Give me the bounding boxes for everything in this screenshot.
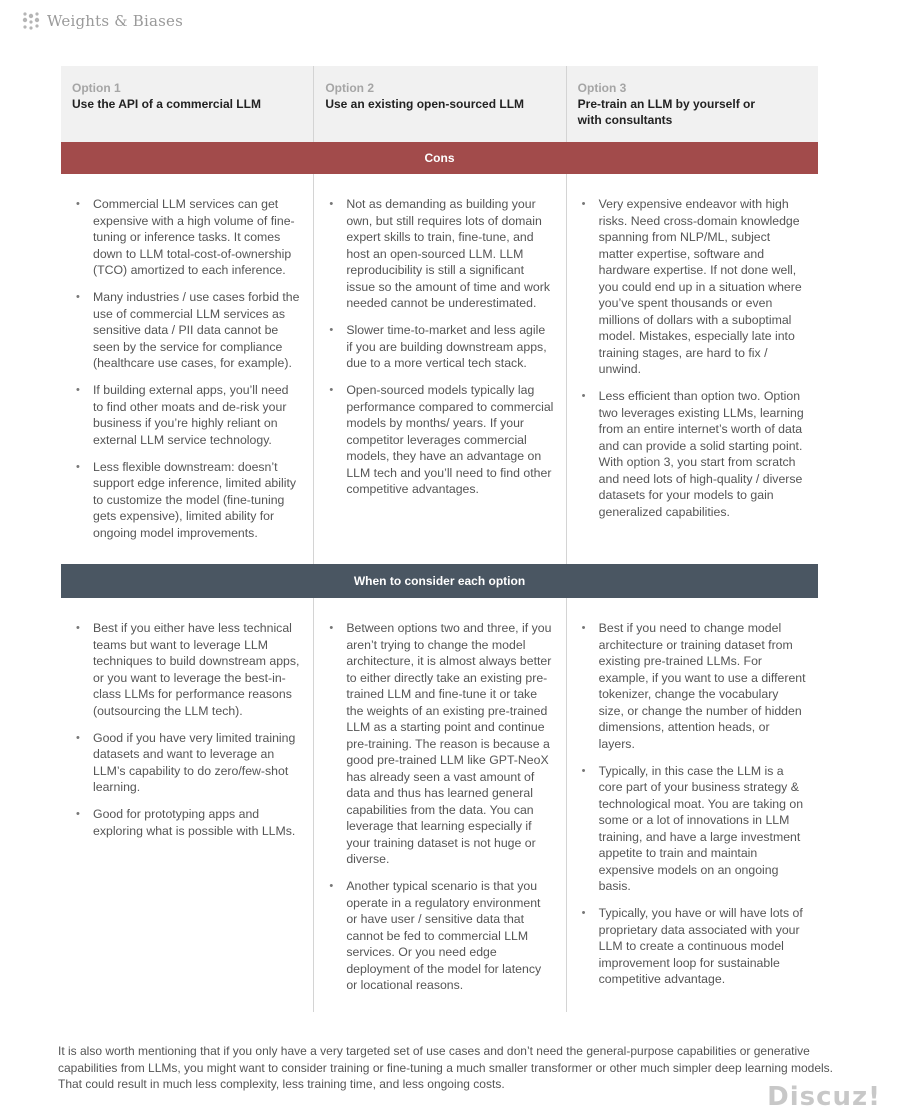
bullet-item: • Best if you need to change model architecture or training dataset from existing pre-trained LLMs. For example, if you want to use a different tokenizer, change the vocabulary size, or change the number of hidden dimensions, attention heads, or layers. bbox=[580, 620, 806, 752]
bullet-item: • Good for prototyping apps and exploring what is possible with LLMs. bbox=[74, 806, 301, 839]
option-3-header bbox=[566, 66, 818, 142]
option-number: Option 2 bbox=[325, 81, 374, 95]
when-cell bbox=[566, 598, 818, 1012]
option-number: Option 3 bbox=[577, 81, 627, 95]
cons-cell bbox=[61, 174, 313, 564]
options-header-row bbox=[61, 66, 818, 142]
bullet-item: • Best if you either have less technical teams but want to leverage LLM techniques to build downstream apps, or you want to leverage the best-in-class LLMs for performance reasons (outsourcing the LLM tech). bbox=[74, 620, 301, 719]
cons-band: Cons bbox=[61, 142, 818, 174]
option-title: Pre-train an LLM by yourself or with consultants bbox=[577, 97, 756, 127]
watermark: Discuz! bbox=[767, 1082, 881, 1112]
bullet-item: • Not as demanding as building your own, but still requires lots of domain expert skills to train, fine-tune, and host an open-sourced LLM. LLM reproducibility is still a significant issue so the amount of time and work needed cannot be underestimated. bbox=[327, 196, 553, 312]
bullet-item: • Between options two and three, if you aren’t trying to change the model architecture, it is almost always better to either directly take an existing pre-trained LLM and fine-tune it or take the weights of an existing pre-trained LLM as a starting point and continue pre-training. The reason is because a good pre-trained LLM like GPT-NeoX has already seen a vast amount of data and thus has learned general capabilities from the data. You can leverage that learning especially if your training dataset is not huge or diverse. bbox=[327, 620, 553, 868]
comparison-table bbox=[61, 66, 818, 1012]
option-title: Use an existing open-sourced LLM bbox=[325, 97, 525, 111]
cons-row bbox=[61, 174, 818, 564]
bullet-item: • Less efficient than option two. Option two leverages existing LLMs, learning from an entire internet’s worth of data and can provide a solid starting point. With option 3, you start from scratch and need lots of high-quality / diverse datasets for your models to gain generalized capabilities. bbox=[580, 388, 806, 520]
option-1-header bbox=[61, 66, 313, 142]
bullet-item: • Another typical scenario is that you operate in a regulatory environment or have user / sensitive data that cannot be fed to commercial LLM services. Or you need edge deployment of the model for latency or locational reasons. bbox=[327, 878, 553, 994]
bullet-item: • Very expensive endeavor with high risks. Need cross-domain knowledge spanning from NLP/ML, subject matter expertise, software and hardware expertise. If not done well, you could end up in a situation where you’ve spent thousands or even millions of dollars with a suboptimal model. Mistakes, especially late into training stages, are hard to fix / unwind. bbox=[580, 196, 806, 378]
brand-name: Weights & Biases bbox=[47, 12, 183, 30]
page-header bbox=[22, 10, 183, 32]
option-title: Use the API of a commercial LLM bbox=[72, 97, 261, 111]
wandb-dots-icon bbox=[22, 11, 40, 31]
option-2-header bbox=[313, 66, 565, 142]
bullet-item: • Open-sourced models typically lag performance compared to commercial models by months/ years. If your competitor leverages commercial models, they have an advantage on LLM tech and you’ll need to find other competitive advantages. bbox=[327, 382, 553, 498]
when-to-consider-band: When to consider each option bbox=[61, 564, 818, 598]
when-row bbox=[61, 598, 818, 1012]
when-cell bbox=[313, 598, 565, 1012]
bullet-item: • Slower time-to-market and less agile if you are building downstream apps, due to a more vertical tech stack. bbox=[327, 322, 553, 372]
cons-cell bbox=[313, 174, 565, 564]
bullet-item: • Typically, in this case the LLM is a core part of your business strategy & technological moat. You are taking on some or a lot of innovations in LLM training, and have a large investment appetite to train and maintain expensive models on an ongoing basis. bbox=[580, 763, 806, 895]
bullet-item: • If building external apps, you’ll need to find other moats and de-risk your business if you’re highly reliant on external LLM service technology. bbox=[74, 382, 301, 448]
bullet-item: • Less flexible downstream: doesn’t support edge inference, limited ability to customize the model (fine-tuning gets expensive), limited ability for ongoing model improvements. bbox=[74, 459, 301, 542]
bullet-item: • Good if you have very limited training datasets and want to leverage an LLM’s capability to do zero/few-shot learning. bbox=[74, 730, 301, 796]
when-cell bbox=[61, 598, 313, 1012]
bullet-item: • Many industries / use cases forbid the use of commercial LLM services as sensitive data / PII data cannot be seen by the service for compliance (healthcare use cases, for example). bbox=[74, 289, 301, 372]
cons-cell bbox=[566, 174, 818, 564]
bullet-item: • Commercial LLM services can get expensive with a high volume of fine-tuning or inference tasks. It comes down to LLM total-cost-of-ownership (TCO) amortized to each inference. bbox=[74, 196, 301, 279]
option-number: Option 1 bbox=[72, 81, 121, 95]
footnote-paragraph: It is also worth mentioning that if you only have a very targeted set of use cases and don’t need the general-purpose capabilities or generative capabilities from LLMs, you might want to consider training or fine-tuning a much smaller transformer or other much simpler deep learning models. That could result in much less complexity, less training time, and less ongoing costs. bbox=[58, 1044, 834, 1091]
bullet-item: • Typically, you have or will have lots of proprietary data associated with your LLM to create a continuous model improvement loop for sustainable competitive advantage. bbox=[580, 905, 806, 988]
